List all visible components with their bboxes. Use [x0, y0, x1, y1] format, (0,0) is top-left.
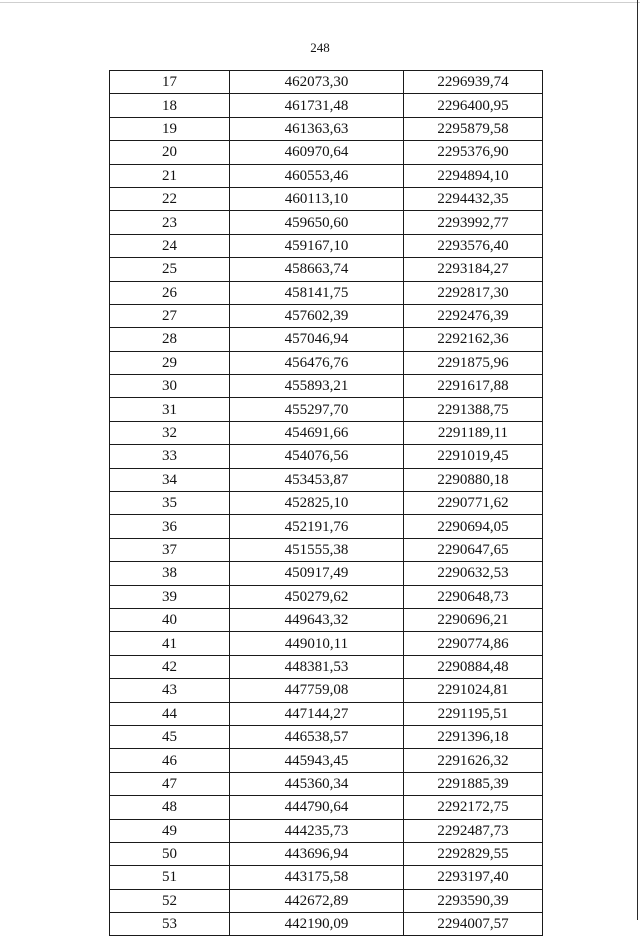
- x-coordinate-cell: 456476,76: [230, 351, 404, 374]
- y-coordinate-cell: 2290694,05: [404, 515, 543, 538]
- x-coordinate-cell: 455893,21: [230, 375, 404, 398]
- y-coordinate-cell: 2293576,40: [404, 234, 543, 257]
- point-number-cell: 48: [110, 796, 230, 819]
- table-row: [110, 608, 543, 631]
- point-number-cell: 42: [110, 655, 230, 678]
- table-row: [110, 421, 543, 444]
- y-coordinate-cell: 2291617,88: [404, 375, 543, 398]
- point-number-cell: 21: [110, 164, 230, 187]
- table-row: [110, 141, 543, 164]
- y-coordinate-cell: 2291189,11: [404, 421, 543, 444]
- x-coordinate-cell: 461731,48: [230, 94, 404, 117]
- x-coordinate-cell: 462073,30: [230, 71, 404, 94]
- table-row: [110, 492, 543, 515]
- table-row: [110, 819, 543, 842]
- y-coordinate-cell: 2291885,39: [404, 772, 543, 795]
- x-coordinate-cell: 452191,76: [230, 515, 404, 538]
- y-coordinate-cell: 2293992,77: [404, 211, 543, 234]
- y-coordinate-cell: 2291626,32: [404, 749, 543, 772]
- table-row: [110, 398, 543, 421]
- table-row: [110, 468, 543, 491]
- y-coordinate-cell: 2290648,73: [404, 585, 543, 608]
- x-coordinate-cell: 445360,34: [230, 772, 404, 795]
- x-coordinate-cell: 460553,46: [230, 164, 404, 187]
- y-coordinate-cell: 2295879,58: [404, 117, 543, 140]
- y-coordinate-cell: 2291396,18: [404, 725, 543, 748]
- point-number-cell: 40: [110, 608, 230, 631]
- point-number-cell: 44: [110, 702, 230, 725]
- scan-edge-right: [637, 0, 638, 920]
- y-coordinate-cell: 2296939,74: [404, 71, 543, 94]
- table-row: [110, 632, 543, 655]
- x-coordinate-cell: 452825,10: [230, 492, 404, 515]
- table-row: [110, 164, 543, 187]
- table-row: [110, 71, 543, 94]
- point-number-cell: 26: [110, 281, 230, 304]
- table-row: [110, 842, 543, 865]
- y-coordinate-cell: 2292172,75: [404, 796, 543, 819]
- y-coordinate-cell: 2293197,40: [404, 866, 543, 889]
- y-coordinate-cell: 2290774,86: [404, 632, 543, 655]
- y-coordinate-cell: 2290884,48: [404, 655, 543, 678]
- point-number-cell: 34: [110, 468, 230, 491]
- table-row: [110, 445, 543, 468]
- x-coordinate-cell: 460113,10: [230, 187, 404, 210]
- point-number-cell: 28: [110, 328, 230, 351]
- x-coordinate-cell: 458663,74: [230, 258, 404, 281]
- table-row: [110, 515, 543, 538]
- table-row: [110, 258, 543, 281]
- point-number-cell: 29: [110, 351, 230, 374]
- x-coordinate-cell: 447759,08: [230, 679, 404, 702]
- table-row: [110, 702, 543, 725]
- x-coordinate-cell: 449643,32: [230, 608, 404, 631]
- table-row: [110, 889, 543, 912]
- x-coordinate-cell: 459650,60: [230, 211, 404, 234]
- table-row: [110, 538, 543, 561]
- point-number-cell: 23: [110, 211, 230, 234]
- table-row: [110, 655, 543, 678]
- point-number-cell: 31: [110, 398, 230, 421]
- scan-edge-top: [0, 2, 640, 3]
- point-number-cell: 30: [110, 375, 230, 398]
- y-coordinate-cell: 2296400,95: [404, 94, 543, 117]
- table-row: [110, 749, 543, 772]
- x-coordinate-cell: 455297,70: [230, 398, 404, 421]
- point-number-cell: 22: [110, 187, 230, 210]
- table-row: [110, 679, 543, 702]
- x-coordinate-cell: 445943,45: [230, 749, 404, 772]
- y-coordinate-cell: 2290880,18: [404, 468, 543, 491]
- x-coordinate-cell: 454076,56: [230, 445, 404, 468]
- x-coordinate-cell: 454691,66: [230, 421, 404, 444]
- table-row: [110, 281, 543, 304]
- point-number-cell: 46: [110, 749, 230, 772]
- point-number-cell: 53: [110, 913, 230, 936]
- table-row: [110, 94, 543, 117]
- point-number-cell: 50: [110, 842, 230, 865]
- table-row: [110, 375, 543, 398]
- point-number-cell: 19: [110, 117, 230, 140]
- x-coordinate-cell: 457046,94: [230, 328, 404, 351]
- x-coordinate-cell: 444235,73: [230, 819, 404, 842]
- x-coordinate-cell: 450279,62: [230, 585, 404, 608]
- x-coordinate-cell: 448381,53: [230, 655, 404, 678]
- y-coordinate-cell: 2290696,21: [404, 608, 543, 631]
- point-number-cell: 41: [110, 632, 230, 655]
- y-coordinate-cell: 2290771,62: [404, 492, 543, 515]
- x-coordinate-cell: 443175,58: [230, 866, 404, 889]
- y-coordinate-cell: 2292162,36: [404, 328, 543, 351]
- y-coordinate-cell: 2291024,81: [404, 679, 543, 702]
- table-row: [110, 328, 543, 351]
- point-number-cell: 47: [110, 772, 230, 795]
- table-row: [110, 725, 543, 748]
- y-coordinate-cell: 2294007,57: [404, 913, 543, 936]
- x-coordinate-cell: 442672,89: [230, 889, 404, 912]
- y-coordinate-cell: 2291875,96: [404, 351, 543, 374]
- point-number-cell: 51: [110, 866, 230, 889]
- point-number-cell: 27: [110, 304, 230, 327]
- x-coordinate-cell: 442190,09: [230, 913, 404, 936]
- table-row: [110, 234, 543, 257]
- table-row: [110, 913, 543, 936]
- y-coordinate-cell: 2292487,73: [404, 819, 543, 842]
- point-number-cell: 18: [110, 94, 230, 117]
- y-coordinate-cell: 2294894,10: [404, 164, 543, 187]
- x-coordinate-cell: 451555,38: [230, 538, 404, 561]
- point-number-cell: 52: [110, 889, 230, 912]
- x-coordinate-cell: 444790,64: [230, 796, 404, 819]
- x-coordinate-cell: 446538,57: [230, 725, 404, 748]
- point-number-cell: 49: [110, 819, 230, 842]
- table-row: [110, 117, 543, 140]
- coordinates-table-body: [110, 71, 543, 936]
- table-row: [110, 304, 543, 327]
- x-coordinate-cell: 461363,63: [230, 117, 404, 140]
- point-number-cell: 33: [110, 445, 230, 468]
- coordinates-table: [109, 70, 543, 936]
- table-row: [110, 796, 543, 819]
- y-coordinate-cell: 2291195,51: [404, 702, 543, 725]
- point-number-cell: 25: [110, 258, 230, 281]
- page-number: 248: [310, 40, 330, 55]
- y-coordinate-cell: 2291019,45: [404, 445, 543, 468]
- table-row: [110, 866, 543, 889]
- y-coordinate-cell: 2292817,30: [404, 281, 543, 304]
- y-coordinate-cell: 2294432,35: [404, 187, 543, 210]
- x-coordinate-cell: 458141,75: [230, 281, 404, 304]
- y-coordinate-cell: 2292829,55: [404, 842, 543, 865]
- table-row: [110, 211, 543, 234]
- point-number-cell: 43: [110, 679, 230, 702]
- y-coordinate-cell: 2290647,65: [404, 538, 543, 561]
- y-coordinate-cell: 2290632,53: [404, 562, 543, 585]
- x-coordinate-cell: 449010,11: [230, 632, 404, 655]
- point-number-cell: 38: [110, 562, 230, 585]
- table-row: [110, 351, 543, 374]
- y-coordinate-cell: 2295376,90: [404, 141, 543, 164]
- table-row: [110, 585, 543, 608]
- x-coordinate-cell: 443696,94: [230, 842, 404, 865]
- point-number-cell: 39: [110, 585, 230, 608]
- point-number-cell: 45: [110, 725, 230, 748]
- x-coordinate-cell: 450917,49: [230, 562, 404, 585]
- y-coordinate-cell: 2291388,75: [404, 398, 543, 421]
- x-coordinate-cell: 457602,39: [230, 304, 404, 327]
- x-coordinate-cell: 447144,27: [230, 702, 404, 725]
- point-number-cell: 32: [110, 421, 230, 444]
- x-coordinate-cell: 459167,10: [230, 234, 404, 257]
- point-number-cell: 24: [110, 234, 230, 257]
- point-number-cell: 17: [110, 71, 230, 94]
- y-coordinate-cell: 2293590,39: [404, 889, 543, 912]
- table-row: [110, 187, 543, 210]
- y-coordinate-cell: 2293184,27: [404, 258, 543, 281]
- table-row: [110, 562, 543, 585]
- x-coordinate-cell: 453453,87: [230, 468, 404, 491]
- point-number-cell: 35: [110, 492, 230, 515]
- point-number-cell: 37: [110, 538, 230, 561]
- point-number-cell: 20: [110, 141, 230, 164]
- table-row: [110, 772, 543, 795]
- x-coordinate-cell: 460970,64: [230, 141, 404, 164]
- y-coordinate-cell: 2292476,39: [404, 304, 543, 327]
- point-number-cell: 36: [110, 515, 230, 538]
